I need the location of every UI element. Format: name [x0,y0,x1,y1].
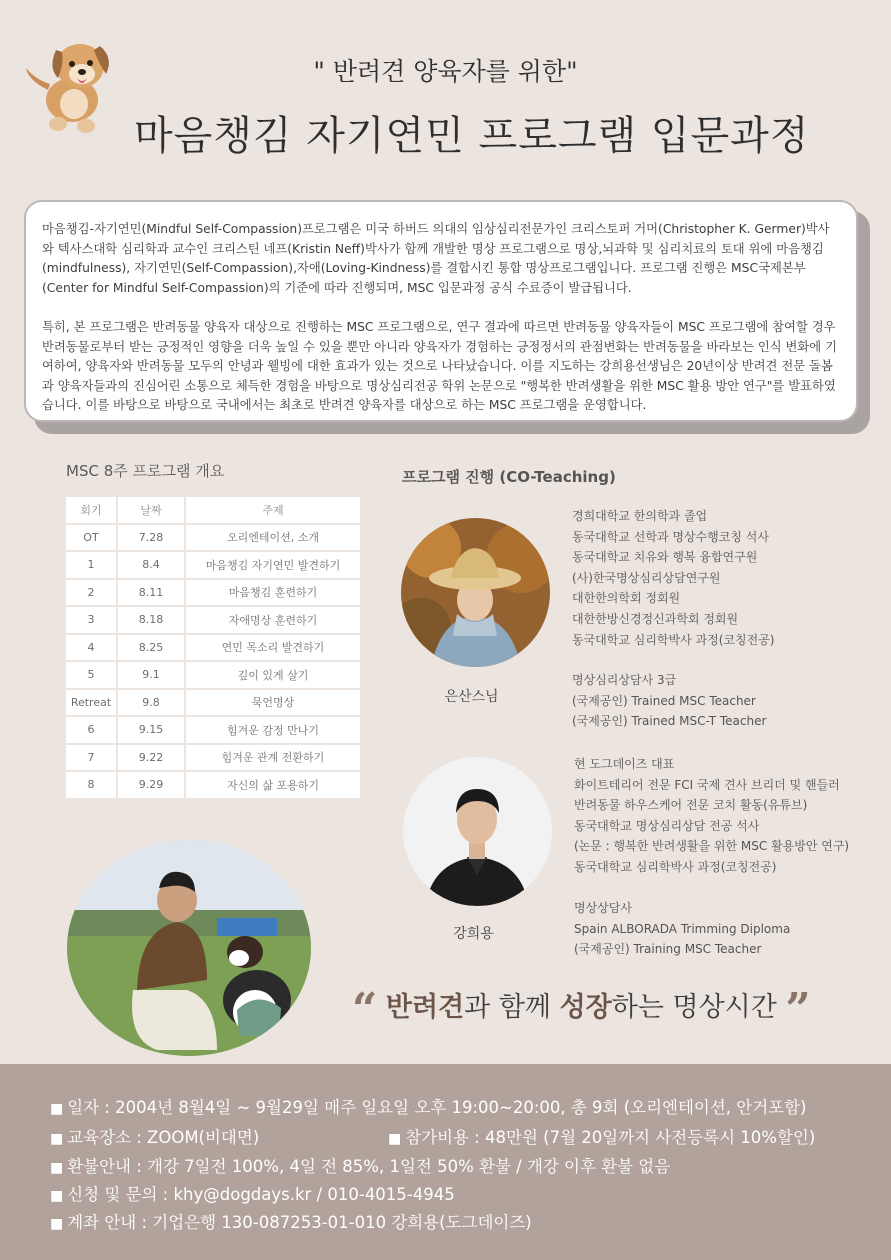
slogan-bold-growth: 성장 [559,992,612,1023]
table-row [65,716,361,744]
bullet-square-icon: ■ [50,1188,64,1204]
cell-topic: 자애명상 훈련하기 [185,606,361,634]
cell-date: 9.22 [117,744,185,772]
header-session: 회기 [65,496,117,524]
table-row [65,524,361,552]
subtitle: " 반려견 양육자를 위한" [313,57,578,86]
cert-line: 명상상담사 [574,901,632,915]
cell-topic: 묵언명상 [185,689,361,717]
teacher2-name: 강희용 [453,926,494,942]
info-date-text: 일자 : 2004년 8월4일 ~ 9월29일 매주 일요일 오후 19:00~20:00, 총 9회 (오리엔테이션, 안거포함) [67,1098,807,1117]
bullet-square-icon: ■ [50,1101,64,1117]
cell-session: 8 [65,771,117,799]
cell-topic: 오리엔테이션, 소개 [185,524,361,552]
cell-session: 5 [65,661,117,689]
coteaching-title: 프로그램 진행 (CO-Teaching) [402,468,616,486]
table-row [65,634,361,662]
header-topic: 주제 [185,496,361,524]
bio-line: 현 도그데이즈 대표 [574,757,675,771]
slogan-text-end: 하는 명상시간 [611,992,777,1023]
cell-session: OT [65,524,117,552]
cell-topic: 연민 목소리 발견하기 [185,634,361,662]
bullet-square-icon: ■ [50,1131,64,1147]
table-row [65,771,361,799]
schedule-table [64,495,362,800]
cell-date: 8.11 [117,579,185,607]
info-account [50,1209,532,1233]
slogan-text: 과 함께 [464,992,560,1023]
table-row [65,551,361,579]
cell-session: 1 [65,551,117,579]
bio-line: 화이트테리어 전문 FCI 국제 견사 브리더 및 핸들러 [574,777,840,792]
info-refund [50,1153,670,1177]
cell-session: 7 [65,744,117,772]
cert-line: 명상심리상담사 3급 [572,673,677,687]
info-contact [50,1181,455,1205]
table-row [65,744,361,772]
info-refund-text: 환불안내 : 개강 7일전 100%, 4일 전 85%, 1일전 50% 환불 / 개강 이후 환불 없음 [67,1157,671,1176]
cell-session: 4 [65,634,117,662]
teacher2-portrait [403,757,552,906]
intro-paragraph-2: 특히, 본 프로그램은 반려동물 양육자 대상으로 진행하는 MSC 프로그램으로, 연구 결과에 따르면 반려동물 양육자들이 MSC 프로그램에 참여할 경우 반려동물로부터 받는 긍정적인 영향을 더욱 높일 수 있을 뿐만 아니라 양육자가 경험하는 긍정정서의 관점변화는 반려동물을 바라보는 인식 변화에 기여하여, 양육자와 반려동물 모두의 안녕과 웰빙에 대한 효과가 있는 것으로 나타났습니다. 이를 지도하는 강희용선생님은 20년이상 반려견 전문 돌봄과 양육자들과의 진심어린 소통으로 체득한 경험을 바탕으로 명상심리전공 학위 논문으로 "행복한 반려생활을 위한 MSC 활용 방안 연구"를 발표하였습니다. 이를 바탕으로 바탕으로 국내에서는 최초로 반려견 양육자를 대상으로 하는 MSC 프로그램을 운영합니다. [42,320,837,412]
cell-date: 9.29 [117,771,185,799]
bio-line: 동국대학교 심리학박사 과정(코칭전공) [574,859,777,874]
teacher1-certifications [572,670,766,732]
teacher2-certifications [574,898,790,960]
cell-date: 7.28 [117,524,185,552]
bio-line: (논문 : 행복한 반려생활을 위한 MSC 활용방안 연구) [574,839,850,854]
cell-topic: 마음챙김 자기연민 발견하기 [185,551,361,579]
teacher2-bio [574,754,849,878]
teacher1-bio [572,506,774,650]
info-date [50,1094,806,1118]
cell-session: 2 [65,579,117,607]
teacher1-name: 은산스님 [444,689,499,705]
slogan-bold-dog: 반려견 [385,992,465,1023]
info-venue [50,1124,259,1148]
cert-line: Spain ALBORADA Trimming Diploma [574,921,791,936]
table-row [65,689,361,717]
info-venue-text: 교육장소 : ZOOM(비대면) [67,1128,260,1147]
intro-box [24,200,858,422]
cert-line: (국제공인) Trained MSC-T Teacher [572,714,767,729]
intro-paragraph-1: 마음챙김-자기연민(Mindful Self-Compassion)프로그램은 미국 하버드 의대의 임상심리전문가인 크리스토퍼 거머(Christopher K. Germer)박사와 텍사스대학 심리학과 교수인 크리스틴 네프(Kristin Neff)박사가 함께 개발한 명상 프로그램으로 명상,뇌과학 및 심리치료의 토대 위에 마음챙김(mindfulness), 자기연민(Self-Compassion),자애(Loving-Kindness)를 결합시킨 통합 명상프로그램입니다. 프로그램 진행은 MSC국제본부(Center for Mindful Self-Compassion)의 기준에 따라 진행되며, MSC 입문과정 공식 수료증이 발급됩니다. [42,222,830,295]
cell-topic: 마음챙김 훈련하기 [185,579,361,607]
cell-date: 9.1 [117,661,185,689]
close-quote: ” [785,984,811,1035]
info-contact-text: 신청 및 문의 : khy@dogdays.kr / 010-4015-4945 [67,1185,455,1204]
table-row [65,606,361,634]
owner-with-dog-photo [67,840,311,1056]
cell-topic: 자신의 삶 포용하기 [185,771,361,799]
cell-date: 9.8 [117,689,185,717]
cell-topic: 힘겨운 감정 만나기 [185,716,361,744]
cell-date: 8.4 [117,551,185,579]
bio-line: 대한한방신경정신과학회 정회원 [572,611,739,626]
schedule-title: MSC 8주 프로그램 개요 [66,462,225,480]
info-fee-text: 참가비용 : 48만원 (7월 20일까지 사전등록시 10%할인) [405,1128,816,1147]
cell-session: 6 [65,716,117,744]
cell-date: 8.25 [117,634,185,662]
cell-date: 9.15 [117,716,185,744]
info-fee [388,1124,815,1148]
bio-line: 대한한의학회 정회원 [572,591,681,606]
open-quote: “ [352,984,378,1035]
bio-line: 반려동물 하우스케어 전문 코치 활동(유튜브) [574,798,808,813]
slogan [352,984,811,1035]
cell-topic: 깊이 있게 살기 [185,661,361,689]
bio-line: 경희대학교 한의학과 졸업 [572,509,708,523]
header-date: 날짜 [117,496,185,524]
cert-line: (국제공인) Training MSC Teacher [574,942,762,957]
bio-line: 동국대학교 심리학박사 과정(코칭전공) [572,632,775,647]
teacher1-portrait [401,518,550,667]
cell-session: Retreat [65,689,117,717]
table-row [65,661,361,689]
bio-line: 동국대학교 명상심리상담 전공 석사 [574,818,760,833]
page-title: 마음챙김 자기연민 프로그램 입문과정 [134,113,810,159]
info-account-text: 계좌 안내 : 기업은행 130-087253-01-010 강희용(도그데이즈) [67,1213,532,1232]
bullet-square-icon: ■ [50,1160,64,1176]
bio-line: 동국대학교 선학과 명상수행코칭 석사 [572,529,769,544]
cert-line: (국제공인) Trained MSC Teacher [572,693,756,708]
cell-topic: 힘겨운 관계 전환하기 [185,744,361,772]
bio-line: (사)한국명상심리상담연구원 [572,570,721,585]
table-row [65,579,361,607]
cell-session: 3 [65,606,117,634]
bullet-square-icon: ■ [50,1216,64,1232]
cell-date: 8.18 [117,606,185,634]
table-header-row [65,496,361,524]
bio-line: 동국대학교 치유와 행복 융합연구원 [572,550,758,565]
bullet-square-icon: ■ [388,1131,402,1147]
